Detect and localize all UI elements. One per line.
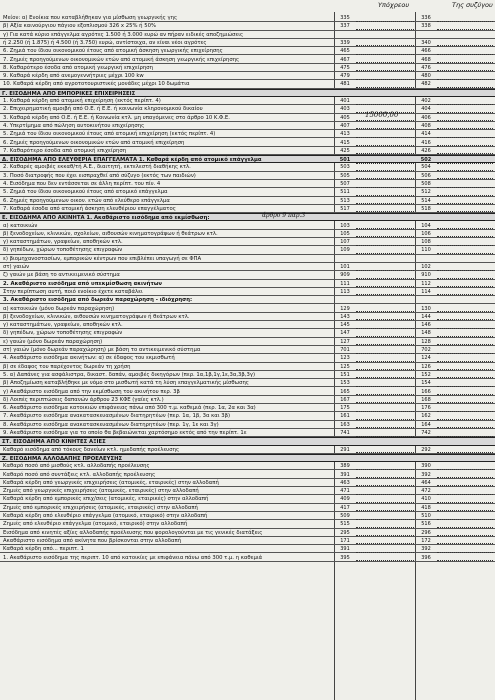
field-code-taxpayer: 109 <box>340 247 350 254</box>
field-code-spouse: 172 <box>421 537 431 544</box>
row-label: γ) καταστημάτων, γραφείων, αποθηκών κτλ. <box>3 239 123 246</box>
field-code-taxpayer: 339 <box>340 39 350 46</box>
field-code-spouse: 468 <box>421 56 431 63</box>
row-label: 5. α) Δαπάνες για ασφάλιστρα, δικαστ. δαπάν, αμοιβές δικηγόρων (περ. 1α,1β,1γ,1ε,3α,3β,3γ) <box>3 371 256 378</box>
form-row <box>0 47 495 55</box>
field-code-taxpayer: 511 <box>340 189 350 196</box>
field-code-spouse: 480 <box>421 73 431 80</box>
field-code-taxpayer: 481 <box>340 81 350 88</box>
field-code-spouse: 164 <box>421 421 431 428</box>
field-code-spouse: 406 <box>421 114 431 121</box>
form-row <box>0 56 495 64</box>
field-code-taxpayer: 105 <box>340 230 350 237</box>
field-code-spouse: 510 <box>421 513 431 519</box>
row-label: 9. Ακαθάριστο εισόδημα για το οποίο θα βεβαιώνεται χαρτόσημο εκτός από την περίπτ. 1ε <box>3 430 247 436</box>
field-code-taxpayer: 163 <box>340 421 350 428</box>
amount-field-spouse[interactable] <box>437 560 493 561</box>
form-row <box>0 354 495 362</box>
form-row <box>0 321 495 329</box>
field-code-taxpayer: 463 <box>340 479 350 486</box>
section-header <box>0 155 495 163</box>
field-code-spouse: 110 <box>421 247 431 254</box>
form-row <box>0 139 495 147</box>
form-row <box>0 64 495 72</box>
field-code-spouse: 104 <box>421 222 431 229</box>
form-row <box>0 222 495 230</box>
field-code-spouse: 426 <box>421 147 431 154</box>
field-code-taxpayer: 475 <box>340 64 350 71</box>
field-code-taxpayer: 391 <box>340 546 350 553</box>
row-label: Καθαρά κέρδη από εμπορικές επιχ/σεις (ατομικές, εταιρικές) στην αλλοδαπή <box>3 496 209 503</box>
row-label: γ) Ακαθάριστο εισόδημα από την εκμίσθωση του ακινήτου περ. 3β <box>3 388 180 395</box>
row-label: ε) γαιών (μόνο δωρεάν παραχώρηση) <box>3 338 103 345</box>
row-label: Καθαρό εισόδημα από τόκους δανείων κτλ. ημεδαπής προέλευσης <box>3 446 180 453</box>
form-row <box>0 554 495 562</box>
field-code-taxpayer: 407 <box>340 122 350 129</box>
field-code-spouse: 402 <box>421 98 431 104</box>
field-code-taxpayer: 509 <box>340 513 350 519</box>
field-code-spouse: 292 <box>421 446 431 453</box>
field-code-taxpayer: 111 <box>340 280 350 287</box>
form-row <box>0 238 495 246</box>
form-row <box>0 338 495 346</box>
row-label: γ) καταστημάτων, γραφείων, αποθηκών κτλ. <box>3 322 123 329</box>
form-row <box>0 363 495 371</box>
field-code-spouse: 166 <box>421 388 431 395</box>
row-label: Δ. ΕΙΣΟΔΗΜΑ ΑΠΟ ΕΛΕΥΘΕΡΙΑ ΕΠΑΓΓΕΛΜΑΤΑ 1. Καθαρά κέρδη από ατομικό επάγγελμα <box>2 157 262 164</box>
field-code-spouse: 112 <box>421 280 431 287</box>
form-row <box>0 520 495 528</box>
field-code-taxpayer: 145 <box>340 322 350 329</box>
field-code-taxpayer: 107 <box>340 239 350 246</box>
form-row <box>0 288 495 296</box>
field-code-spouse: 404 <box>421 106 431 113</box>
field-code-taxpayer: 701 <box>340 347 350 353</box>
field-code-spouse: 504 <box>421 164 431 171</box>
form-row <box>0 205 495 213</box>
row-label: α) κατοικιών <box>3 222 38 229</box>
row-label: 5. Ζημιά του ίδιου οικονομικού έτους από ατομική επιχείρηση (εκτός περίπτ. 4) <box>3 131 216 138</box>
field-code-taxpayer: 161 <box>340 413 350 420</box>
field-code-spouse: 154 <box>421 380 431 387</box>
field-code-taxpayer: 515 <box>340 521 350 528</box>
field-code-taxpayer: 147 <box>340 330 350 337</box>
form-row <box>0 529 495 537</box>
form-row <box>0 263 495 271</box>
row-label: 6. Ζημιές προηγούμενων οικον. ετών από ελεύθερο επάγγελμα <box>3 197 170 204</box>
field-code-taxpayer: 123 <box>340 355 350 362</box>
field-code-spouse: 502 <box>420 157 432 164</box>
row-label: δ) γηπέδων, χώρων τοποθέτησης επιγραφών <box>3 330 123 337</box>
form-row <box>0 388 495 396</box>
row-label: 4. Ακαθάριστο εισόδημα ακινήτων: α) σε έδαφος του εκμισθωτή <box>3 355 175 362</box>
field-code-spouse: 336 <box>421 15 431 21</box>
form-row <box>0 313 495 321</box>
field-code-taxpayer: 471 <box>340 488 350 495</box>
form-row <box>0 396 495 404</box>
row-label: Ε. ΕΙΣΟΔΗΜΑ ΑΠΟ ΑΚΙΝΗΤΑ 1. Ακαθάριστο εισόδημα από εκμίσθωση: <box>2 215 210 222</box>
field-code-taxpayer: 391 <box>340 471 350 478</box>
field-code-taxpayer: 153 <box>340 380 350 387</box>
field-code-taxpayer: 395 <box>340 554 350 561</box>
row-label: γ) Για κατά κύριο επάγγελμα αγρότες 1.500 ή 3.000 ευρώ αν πήραν ειδικές αποζημιώσεις <box>3 31 244 38</box>
field-code-spouse: 466 <box>421 48 431 55</box>
field-code-taxpayer: 501 <box>339 157 351 164</box>
row-label: β) Αξία καινούργιου πάγιου εξοπλισμού 326 x 25% ή 50% <box>3 23 156 30</box>
row-label: 1. Καθαρά κέρδη από ατομική επιχείρηση (εκτός περίπτ. 4) <box>3 98 161 104</box>
field-code-spouse: 476 <box>421 64 431 71</box>
form-row <box>0 246 495 254</box>
field-code-spouse: 340 <box>421 39 431 46</box>
form-row <box>0 446 495 454</box>
field-code-taxpayer: 165 <box>340 388 350 395</box>
row-label: Ζημιές από γεωργικές επιχειρήσεις (ατομικές, εταιρικές) στην αλλοδαπή <box>3 488 199 495</box>
field-code-taxpayer: 291 <box>340 446 350 453</box>
row-label: ή 2.250 (ή 1.875) ή 4.500 (ή 3.750) ευρώ, αντίστοιχα, αν είναι νέοι αγρότες <box>3 39 207 46</box>
row-label: στ) γαιών (μόνο δωρεάν παραχώρηση) με βάση το αντικειμενικό σύστημα <box>3 347 201 353</box>
header-taxpayer: Υπόχρεου <box>378 1 410 9</box>
field-code-taxpayer: 741 <box>340 430 350 436</box>
section-header <box>0 437 495 445</box>
row-label: 7. Ακαθάριστο εισόδημα ανακατασκευασμένων διατηρητέων (περ. 1α, 1β, 3α και 3β) <box>3 413 231 420</box>
row-label: 10. Καθαρά κέρδη από αγροτοτουριστικές μονάδες μέχρι 10 δωμάτια <box>3 81 190 88</box>
form-row <box>0 346 495 354</box>
field-code-taxpayer: 175 <box>340 405 350 412</box>
field-code-spouse: 176 <box>421 405 431 412</box>
row-label: 6. Ακαθάριστο εισόδημα κατοικιών επιφάνειας πάνω από 300 τ.μ. καθεμιά (περ. 1α, 2α και 3α) <box>3 405 256 412</box>
form-row <box>0 512 495 520</box>
field-code-spouse: 130 <box>421 305 431 312</box>
row-label: α) κατοικιών (μόνο δωρεάν παραχώρηση) <box>3 305 115 312</box>
field-code-spouse: 410 <box>421 496 431 503</box>
row-label: 2. Ακαθάριστο εισόδημα από υπεκμίσθωση ακινήτων <box>3 280 163 287</box>
field-code-spouse: 392 <box>421 471 431 478</box>
row-label: 2. Καθαρές αμοιβές εκκαθ/τή Α.Ε., διαιτητή, εκτελεστή διαθήκης κτλ. <box>3 164 191 171</box>
field-code-spouse: 514 <box>421 197 431 204</box>
form-row <box>0 122 495 130</box>
form-row <box>0 255 495 263</box>
field-code-spouse: 148 <box>421 330 431 337</box>
field-code-taxpayer: 335 <box>340 15 350 21</box>
field-code-spouse: 146 <box>421 322 431 329</box>
field-code-spouse: 144 <box>421 313 431 320</box>
field-code-spouse: 418 <box>421 504 431 511</box>
field-code-spouse: 702 <box>421 347 431 353</box>
field-code-taxpayer: 425 <box>340 147 350 154</box>
row-label: ΣΤ. ΕΙΣΟΔΗΜΑ ΑΠΟ ΚΙΝΗΤΕΣ ΑΞΙΕΣ <box>2 439 106 446</box>
row-label: 7. Ζημιές προηγούμενων οικονομικών ετών από ατομική άσκηση γεωργικής επιχείρησης <box>3 56 240 63</box>
row-label: 4. Υπερτίμημα από πώληση αυτοκινήτου επιχείρησης <box>3 122 145 129</box>
field-code-spouse: 102 <box>421 264 431 270</box>
row-label: 8. Ακαθάριστο εισόδημα ανακατασκευασμένων διατηρητέων (περ. 1γ, 1ε και 3γ) <box>3 421 219 428</box>
row-label: 5. Ζημιά του ίδιου οικονομικού έτους από ατομικό επάγγελμα <box>3 189 168 196</box>
row-label: Στην περίπτωση αυτή, ποιό ενοίκιο έχετε καταβάλει <box>3 288 143 295</box>
field-code-spouse: 910 <box>421 272 431 279</box>
field-code-taxpayer: 415 <box>340 139 350 146</box>
field-code-taxpayer: 101 <box>340 264 350 270</box>
section-header <box>0 89 495 97</box>
form-row <box>0 305 495 313</box>
form-row <box>0 504 495 512</box>
row-label: Εισόδημα από κινητές αξίες αλλοδαπής προέλευσης που φορολογούνται με τις γενικές διατάξεις <box>3 529 263 536</box>
row-label: Γ. ΕΙΣΟΔΗΜΑ ΑΠΟ ΕΜΠΟΡΙΚΕΣ ΕΠΙΧΕΙΡΗΣΕΙΣ <box>2 90 136 97</box>
form-row <box>0 130 495 138</box>
field-code-spouse: 106 <box>421 230 431 237</box>
field-code-taxpayer: 151 <box>340 371 350 378</box>
field-code-spouse: 414 <box>421 131 431 138</box>
row-label: Ζ. ΕΙΣΟΔΗΜΑ ΑΛΛΟΔΑΠΗΣ ΠΡΟΕΛΕΥΣΗΣ <box>2 455 123 462</box>
form-row <box>0 230 495 238</box>
field-code-spouse: 338 <box>421 23 431 30</box>
field-code-spouse: 126 <box>421 363 431 370</box>
row-label: β) σε έδαφος του παρέχοντος δωρεάν τη χρήση <box>3 363 131 370</box>
form-row <box>0 471 495 479</box>
form-row <box>0 105 495 113</box>
header-spouse: Της συζύγου <box>452 1 493 9</box>
field-code-spouse: 516 <box>421 521 431 528</box>
row-label: β) Αποζημίωση καταβλήθηκε με νόμο στο μισθωτή κατά τη λύση επαγγελματικής μίσθωσης <box>3 380 249 387</box>
form-row <box>0 479 495 487</box>
form-row <box>0 180 495 188</box>
form-row <box>0 280 495 288</box>
field-code-spouse: 108 <box>421 239 431 246</box>
field-code-spouse: 482 <box>421 81 431 88</box>
form-row <box>0 495 495 503</box>
amount-field-taxpayer[interactable] <box>356 560 414 561</box>
field-code-taxpayer: 413 <box>340 131 350 138</box>
row-label: ζ) γαιών με βάση το αντικειμενικό σύστημα <box>3 272 120 279</box>
field-code-taxpayer: 337 <box>340 23 350 30</box>
row-label: Καθαρά κέρδη από ελευθέριο επάγγελμα (ατομικό, εταιρικό) στην αλλοδαπή <box>3 513 208 519</box>
field-code-taxpayer: 113 <box>340 288 350 295</box>
form-row <box>0 371 495 379</box>
field-code-taxpayer: 125 <box>340 363 350 370</box>
field-code-spouse: 162 <box>421 413 431 420</box>
row-label: Ζημιές από εμπορικές επιχειρήσεις (ατομικές, εταιρικές) στην αλλοδαπή <box>3 504 198 511</box>
field-code-taxpayer: 295 <box>340 529 350 536</box>
field-code-spouse: 392 <box>421 546 431 553</box>
row-label: 3. Καθαρά κέρδη από Ο.Ε. ή Ε.Ε. ή Κοινωνία κτλ. μη υπαγόμενες στο άρθρο 10 Κ.Φ.Ε. <box>3 114 230 121</box>
row-label: 8. Καθαρότερο έσοδα από ατομική γεωργική επιχείρηση <box>3 64 153 71</box>
row-label: 3. Ακαθάριστο εισόδημα από δωρεάν παραχώρηση - ιδιόχρηση: <box>3 297 193 304</box>
field-code-taxpayer: 401 <box>340 98 350 104</box>
form-row <box>0 379 495 387</box>
row-label: Καθαρό ποσό από συντάξεις κτλ. αλλοδαπής προέλευσης <box>3 471 156 478</box>
field-code-taxpayer: 143 <box>340 313 350 320</box>
handwritten-note: άρθρο 9 παρ.3 <box>262 212 306 219</box>
field-code-spouse: 518 <box>421 205 431 212</box>
row-label: Καθαρά κέρδη από γεωργικές επιχειρήσεις (ατομικές, εταιρικές) στην αλλοδαπή <box>3 479 219 486</box>
form-row <box>0 114 495 122</box>
form-row <box>0 163 495 171</box>
field-code-spouse: 296 <box>421 529 431 536</box>
form-row <box>0 188 495 196</box>
row-label: 7. Καθαρά έσοδα από ατομική άσκηση ελευθέριου επαγγέλματος <box>3 205 176 212</box>
field-code-taxpayer: 505 <box>340 172 350 179</box>
field-code-spouse: 508 <box>421 181 431 187</box>
field-code-taxpayer: 479 <box>340 73 350 80</box>
row-label: Καθαρό ποσό από μισθούς κτλ. αλλοδαπής προέλευσης <box>3 463 150 470</box>
field-code-taxpayer: 465 <box>340 48 350 55</box>
form-row <box>0 22 495 30</box>
field-code-spouse: 506 <box>421 172 431 179</box>
row-label: Μείον: α) Ενοίκια που καταβλήθηκαν για μίσθωση γεωργικής γης <box>3 15 178 21</box>
form-row <box>0 462 495 470</box>
form-row <box>0 14 495 22</box>
row-label: 1. Ακαθάριστο εισόδημα της περιπτ. 10 από κατοικίες με επιφάνεια πάνω από 300 τ.μ. η καθεμιά <box>3 554 263 561</box>
row-label: Καθαρά κέρδη από... περιπτ. 1 <box>3 546 84 553</box>
field-code-spouse: 742 <box>421 430 431 436</box>
field-code-taxpayer: 467 <box>340 56 350 63</box>
field-code-spouse: 390 <box>421 463 431 470</box>
form-row <box>0 404 495 412</box>
row-label: 4. Εισόδημα που δεν εντάσσεται σε άλλη περίπτ. του πίν. 4 <box>3 181 161 187</box>
section-header <box>0 454 495 462</box>
field-code-spouse: 128 <box>421 338 431 345</box>
row-label: 3. Ποσό διατροφής που έχει εισπραχθεί από σύζυγο (εκτός των παιδιών) <box>3 172 196 179</box>
field-code-taxpayer: 129 <box>340 305 350 312</box>
row-label: β) ξενοδοχείων, κλινικών, σχολείων, αιθουσών κινηματογράφων ή θεάτρων κτλ. <box>3 230 218 237</box>
row-label: δ) Λοιπές περιπτώσεις δαπανών άρθρου 23 ΚΦΕ (γαίες κτλ.) <box>3 396 164 403</box>
field-code-taxpayer: 409 <box>340 496 350 503</box>
field-code-spouse: 152 <box>421 371 431 378</box>
row-label: β) ξενοδοχείων, κλινικών, αιθουσών κινηματογράφων ή θεάτρων κτλ. <box>3 313 190 320</box>
field-code-spouse: 114 <box>421 288 431 295</box>
field-code-taxpayer: 503 <box>340 164 350 171</box>
form-row <box>0 39 495 47</box>
row-label: 6. Ζημιές προηγούμενων οικονομικών ετών από ατομική επιχείρηση <box>3 139 185 146</box>
field-code-taxpayer: 103 <box>340 222 350 229</box>
form-row <box>0 329 495 337</box>
row-label: 2. Επιχειρηματική αμοιβή από Ο.Ε. ή Ε.Ε. ή κοινωνία κληρονομικού δικαίου <box>3 106 203 113</box>
field-code-taxpayer: 417 <box>340 504 350 511</box>
form-row <box>0 197 495 205</box>
form-row <box>0 537 495 545</box>
row-label: Ζημιές από ελευθέριο επάγγελμα (ατομικό, εταιρικό) στην αλλοδαπή <box>3 521 188 528</box>
row-label: στ) γαιών <box>3 264 30 270</box>
form-row <box>0 429 495 437</box>
field-code-spouse: 416 <box>421 139 431 146</box>
form-row <box>0 271 495 279</box>
field-code-spouse: 396 <box>421 554 431 561</box>
field-code-spouse: 472 <box>421 488 431 495</box>
form-row <box>0 421 495 429</box>
field-code-spouse: 408 <box>421 122 431 129</box>
field-code-taxpayer: 389 <box>340 463 350 470</box>
field-code-spouse: 168 <box>421 396 431 403</box>
form-row <box>0 296 495 304</box>
form-row <box>0 80 495 88</box>
form-row <box>0 172 495 180</box>
handwritten-amount: 15000,00 <box>365 111 399 119</box>
field-code-taxpayer: 127 <box>340 338 350 345</box>
field-code-spouse: 464 <box>421 479 431 486</box>
form-row <box>0 487 495 495</box>
form-row <box>0 97 495 105</box>
row-label: 7. Καθαρότερο έσοδα από ατομική επιχείρηση <box>3 147 127 154</box>
form-row <box>0 31 495 39</box>
field-code-taxpayer: 507 <box>340 181 350 187</box>
field-code-taxpayer: 167 <box>340 396 350 403</box>
row-label: ε) βιομηχανοστασίων, εμπορικών κέντρων που επιβλέπει υπαγωγή σε ΦΠΑ <box>3 255 202 262</box>
form-row <box>0 412 495 420</box>
field-code-taxpayer: 403 <box>340 106 350 113</box>
field-code-taxpayer: 405 <box>340 114 350 121</box>
section-header <box>0 213 495 221</box>
field-code-taxpayer: 909 <box>340 272 350 279</box>
row-label: 6. Ζημιά του ίδιου οικονομικού έτους από ατομική άσκηση γεωργικής επιχείρησης <box>3 48 223 55</box>
field-code-spouse: 124 <box>421 355 431 362</box>
field-code-taxpayer: 171 <box>340 537 350 544</box>
form-row <box>0 147 495 155</box>
field-code-taxpayer: 513 <box>340 197 350 204</box>
form-row <box>0 545 495 553</box>
row-label: δ) γηπέδων, χώρων τοποθέτησης επιγραφών <box>3 247 123 254</box>
field-code-taxpayer: 517 <box>340 205 350 212</box>
row-label: 9. Καθαρά κέρδη από ανεμογεννήτριες μέχρι 100 kw <box>3 73 144 80</box>
field-code-spouse: 512 <box>421 189 431 196</box>
form-row <box>0 72 495 80</box>
row-label: Ακαθάριστο εισόδημα από ακίνητα που βρίσκονται στην αλλοδαπή <box>3 537 182 544</box>
